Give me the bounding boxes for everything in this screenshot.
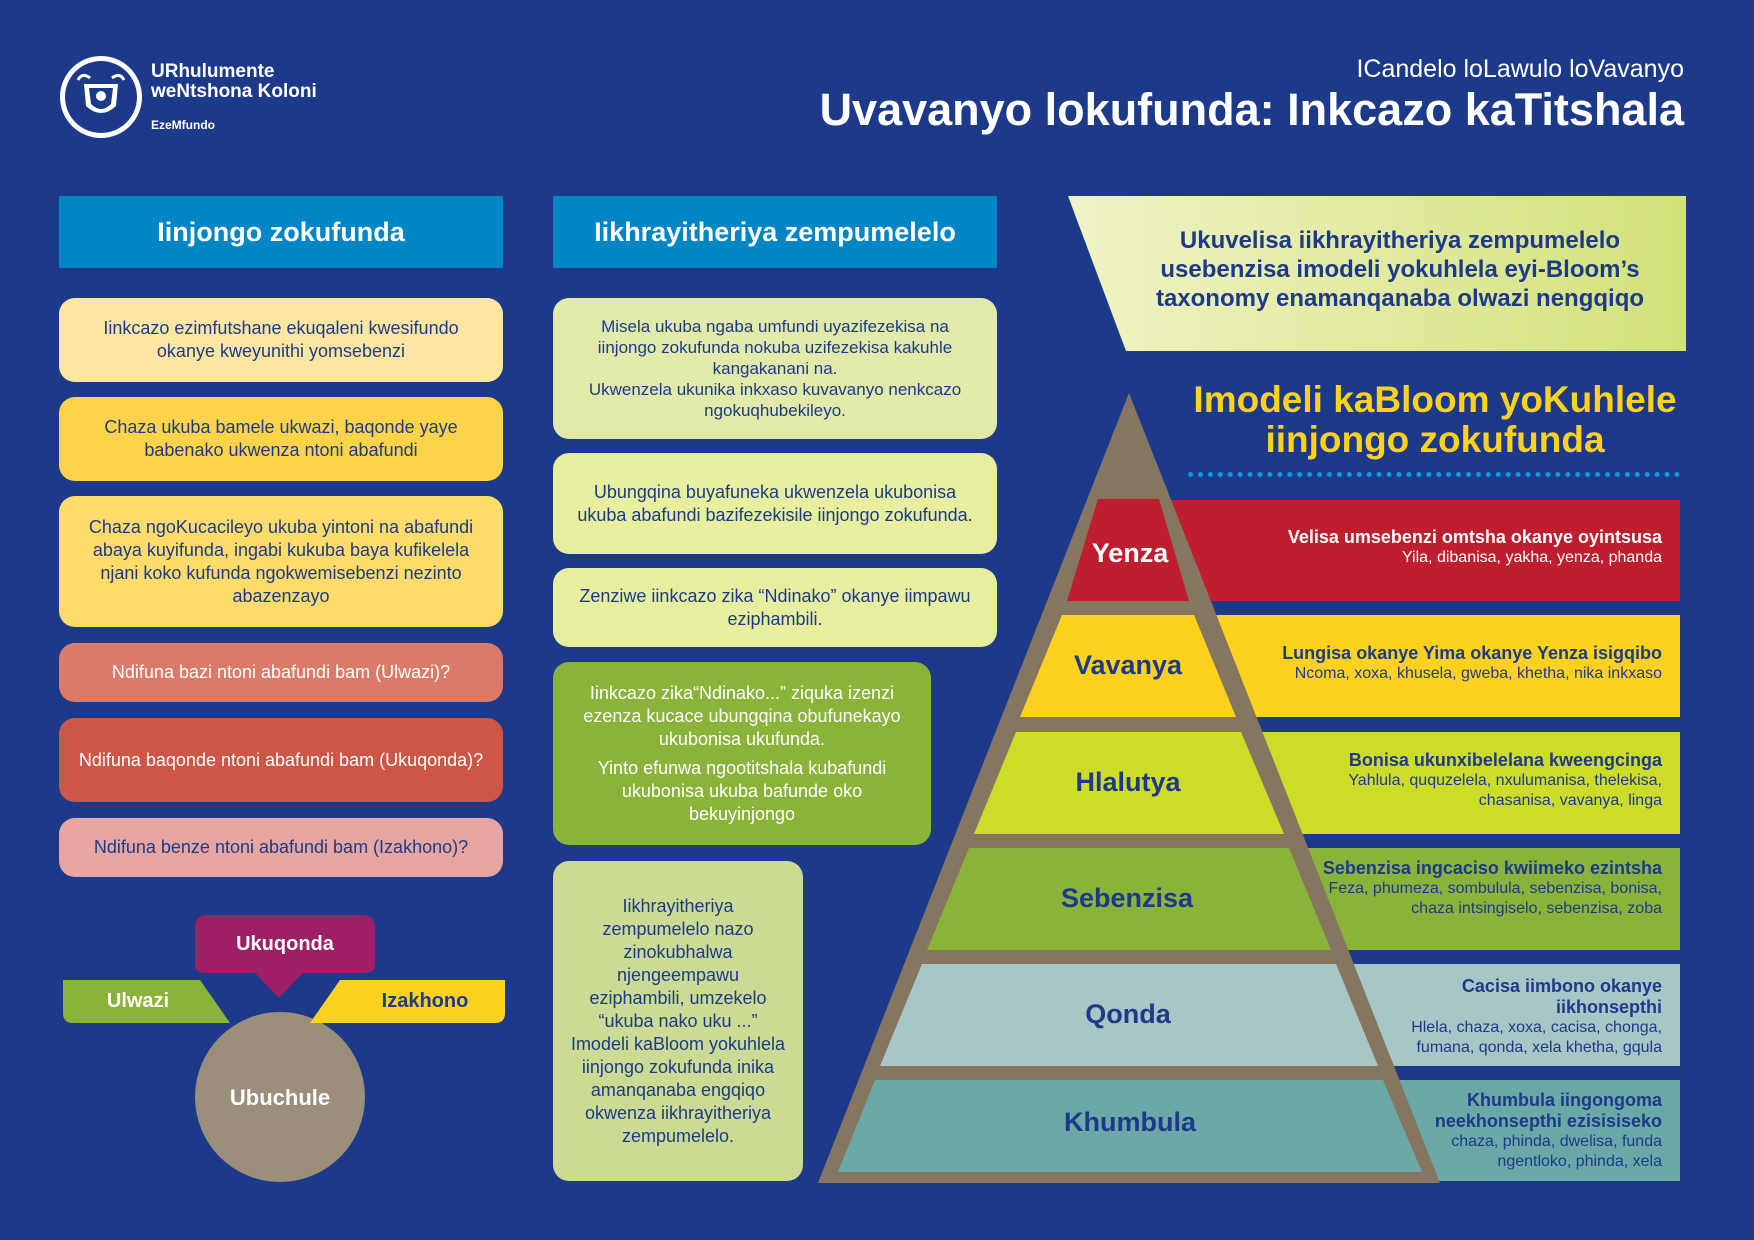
level-label-yenza: Yenza (1091, 538, 1169, 568)
criteria-box-4-text-b: Yinto efunwa ngootitshala kubafundi ukubonisa ukuba bafunde oko bekuyinjongo (597, 757, 887, 824)
band-desc-hlalutya-title: Bonisa ukunxibelelana kweengcinga (1348, 750, 1662, 770)
level-label-hlalutya: Hlalutya (1075, 767, 1181, 797)
level-label-vavanya: Vavanya (1073, 650, 1183, 680)
banner-text: Ukuvelisa iikhrayitheriya zempumelelo usebenzisa imodeli yokuhlela eyi-Bloom’s taxonomy enamanqanaba olwazi nengqiqo (1155, 227, 1645, 312)
goal-box-knowledge: Ndifuna bazi ntoni abafundi bam (Ulwazi)? (59, 643, 503, 702)
org-name-line2: weNtshona Koloni (151, 81, 317, 102)
band-desc-vavanya-title: Lungisa okanye Yima okanye Yenza isigqibo (1282, 643, 1662, 663)
band-desc-vavanya-verbs: Ncoma, xoxa, khusela, gweba, khetha, nika inkxaso (1294, 665, 1662, 682)
band-desc-yenza (1242, 527, 1662, 568)
goal-box-skills: Ndifuna benze ntoni abafundi bam (Izakhono)? (59, 818, 503, 877)
band-desc-qonda-title: Cacisa iimbono okanye iikhonsepthi (1461, 976, 1662, 1017)
band-desc-yenza-title: Velisa umsebenzi omtsha okanye oyintsusa (1287, 527, 1662, 547)
skills-label: Izakhono (381, 990, 469, 1012)
band-desc-vavanya (1232, 643, 1662, 684)
criteria-box-1-text: Misela ukuba ngaba umfundi uyazifezekisa na iinjongo zokufunda nokuba uzifezekisa kakuhle kangakanani na. (597, 317, 953, 378)
success-criteria-heading: Iikhrayitheriya zempumelelo (553, 196, 997, 268)
criteria-box-1-support: Ukwenzela ukunika inkxaso kuvavanyo nenkcazo ngokuqhubekileyo. (588, 380, 962, 420)
page-subtitle: ICandelo loLawulo loVavanyo (1356, 55, 1684, 83)
band-desc-sebenzisa (1322, 858, 1662, 919)
band-desc-hlalutya (1282, 750, 1662, 811)
level-label-qonda: Qonda (1085, 999, 1171, 1029)
criteria-box-5: Iikhrayitheriya zempumelelo nazo zinokubhalwa njengeempawu eziphambili, umzekelo “ukuba nako uku ...” Imodeli kaBloom yokuhlela iinjongo zokufunda inika amanqanaba engqiqo okwenza iikhrayitheriya zempumelelo. (553, 861, 803, 1181)
band-desc-khumbula-verbs: chaza, phinda, dwelisa, funda ngentloko, phinda, xela (1451, 1133, 1662, 1170)
knowledge-label: Ulwazi (106, 990, 170, 1012)
goal-box-understanding: Ndifuna baqonde ntoni abafundi bam (Ukuqonda)? (59, 718, 503, 802)
level-label-khumbula: Khumbula (1064, 1107, 1196, 1137)
level-label-sebenzisa: Sebenzisa (1060, 883, 1194, 913)
band-desc-khumbula (1402, 1090, 1662, 1172)
competence-label: Ubuchule (229, 1084, 331, 1110)
band-desc-qonda (1392, 976, 1662, 1058)
learning-goals-heading: Iinjongo zokufunda (59, 196, 503, 268)
criteria-box-4-text-a: Iinkcazo zika“Ndinako...” ziquka izenzi ezenza kucace ubungqina obufunekayo ukubonisa ukufunda. (583, 682, 901, 749)
understanding-label: Ukuqonda (236, 932, 334, 955)
band-desc-hlalutya-verbs: Yahlula, ququzelela, nxulumanisa, thelekisa, chasanisa, vavanya, linga (1348, 772, 1662, 809)
band-desc-khumbula-title: Khumbula iingongoma neekhonsepthi ezisisiseko (1434, 1090, 1662, 1131)
criteria-box-2: Ubungqina buyafuneka ukwenzela ukubonisa ukuba abafundi bazifezekisile iinjongo zokufunda. (553, 453, 997, 554)
bloom-title: Imodeli kaBloom yoKuhlele iinjongo zokufunda (1193, 379, 1677, 460)
org-name-line1: URhulumente (151, 61, 275, 82)
goal-box-1: Iinkcazo ezimfutshane ekuqaleni kwesifundo okanye kweyunithi yomsebenzi (59, 298, 503, 382)
band-desc-qonda-verbs: Hlela, chaza, xoxa, cacisa, chonga, fumana, qonda, xela khetha, gqula (1411, 1019, 1662, 1056)
band-desc-sebenzisa-verbs: Feza, phumeza, sombulula, sebenzisa, bonisa, chaza intsingiselo, sebenzisa, zoba (1328, 880, 1662, 917)
goal-box-2: Chaza ukuba bamele ukwazi, baqonde yaye babenako ukwenza ntoni abafundi (59, 397, 503, 481)
band-desc-sebenzisa-title: Sebenzisa ingcaciso kwiimeko ezintsha (1322, 858, 1662, 878)
band-desc-yenza-verbs: Yila, dibanisa, yakha, yenza, phanda (1401, 549, 1662, 566)
page-title: Uvavanyo lokufunda: Inkcazo kaTitshala (819, 84, 1684, 135)
org-department: EzeMfundo (151, 118, 215, 132)
criteria-box-3: Zenziwe iinkcazo zika “Ndinako” okanye iimpawu eziphambili. (553, 568, 997, 647)
goal-box-3: Chaza ngoKucacileyo ukuba yintoni na abafundi abaya kuyifunda, ingabi kukuba baya kufikelela njani koko kufunda ngokwemisebenzi nezinto abazenzayo (59, 496, 503, 627)
